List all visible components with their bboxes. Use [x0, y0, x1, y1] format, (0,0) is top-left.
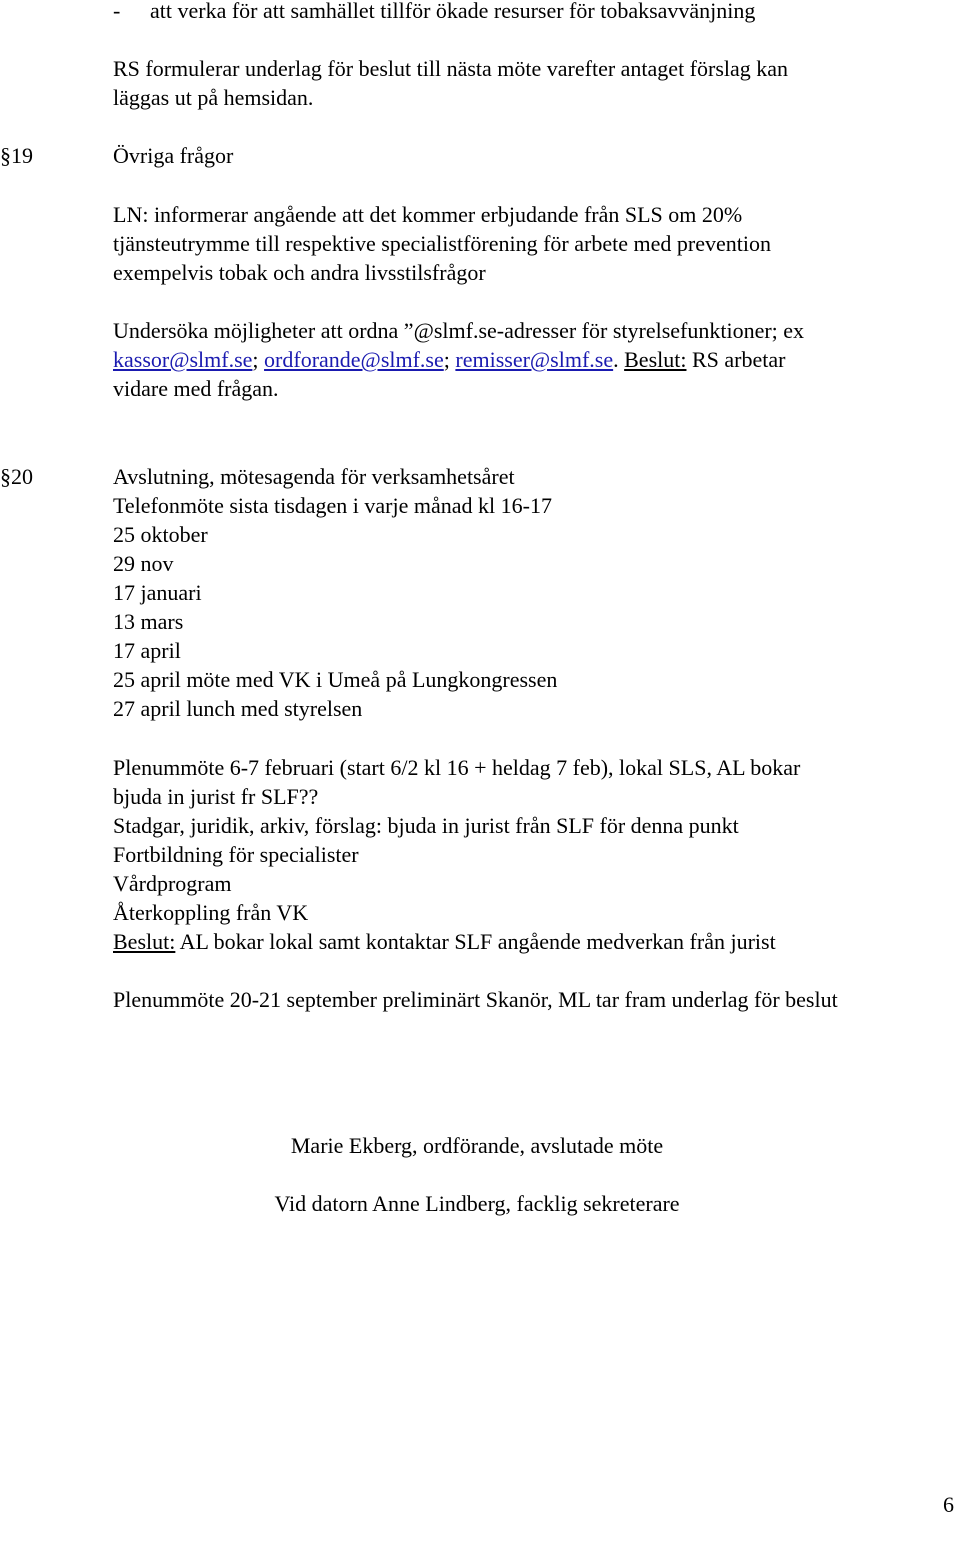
page-number: 6: [943, 1492, 954, 1517]
bullet-text: att verka för att samhället tillför ökade resurser för tobaksavvänjning: [150, 0, 756, 23]
plenum-line-6: Återkoppling från VK: [113, 900, 309, 925]
plenum-september: Plenummöte 20-21 september preliminärt Skanör, ML tar fram underlag för beslut: [113, 987, 838, 1012]
section-20-number: §20: [0, 464, 33, 489]
beslut-text-20: AL bokar lokal samt kontaktar SLF angående medverkan från jurist: [175, 929, 776, 954]
agenda-line-4: 29 nov: [113, 551, 174, 576]
undersoka-line-3: vidare med frågan.: [113, 376, 279, 401]
agenda-line-9: 27 april lunch med styrelsen: [113, 696, 363, 721]
plenum-line-4: Fortbildning för specialister: [113, 842, 359, 867]
rs-text-line2: läggas ut på hemsidan.: [113, 85, 314, 110]
agenda-line-2: Telefonmöte sista tisdagen i varje månad kl 16-17: [113, 493, 552, 518]
email-link-kassor[interactable]: kassor@slmf.se: [113, 347, 253, 372]
sep-1: ;: [252, 347, 265, 372]
section-19-title: Övriga frågor: [113, 143, 234, 168]
agenda-line-3: 25 oktober: [113, 522, 208, 547]
sep-2: ;: [443, 347, 456, 372]
ln-line-2: tjänsteutrymme till respektive specialistförening för arbete med prevention: [113, 231, 771, 256]
ln-line-3: exempelvis tobak och andra livsstilsfrågor: [113, 260, 486, 285]
undersoka-line-2: [113, 345, 785, 374]
ln-line-1: LN: informerar angående att det kommer erbjudande från SLS om 20%: [113, 202, 743, 227]
rs-text-line1: RS formulerar underlag för beslut till nästa möte varefter antaget förslag kan: [113, 56, 789, 81]
closing-line-1: Marie Ekberg, ordförande, avslutade möte: [290, 1133, 664, 1158]
plenum-line-2: bjuda in jurist fr SLF??: [113, 784, 319, 809]
beslut-label-19: Beslut:: [624, 347, 687, 372]
agenda-line-8: 25 april möte med VK i Umeå på Lungkongressen: [113, 667, 558, 692]
section-19-number: §19: [0, 143, 33, 168]
email-link-remisser[interactable]: remisser@slmf.se: [455, 347, 614, 372]
beslut-label-20: Beslut:: [113, 929, 176, 954]
agenda-line-6: 13 mars: [113, 609, 184, 634]
agenda-line-1: Avslutning, mötesagenda för verksamhetsåret: [113, 464, 515, 489]
plenum-line-5: Vårdprogram: [113, 871, 232, 896]
plenum-line-3: Stadgar, juridik, arkiv, förslag: bjuda in jurist från SLF för denna punkt: [113, 813, 739, 838]
closing-line-2: Vid datorn Anne Lindberg, facklig sekreterare: [274, 1191, 680, 1216]
email-link-ordforande[interactable]: ordforande@slmf.se: [264, 347, 444, 372]
bullet-dash: -: [113, 0, 121, 23]
agenda-line-5: 17 januari: [113, 580, 202, 605]
agenda-line-7: 17 april: [113, 638, 181, 663]
beslut-text-19: RS arbetar: [686, 347, 786, 372]
after-links: .: [613, 347, 625, 372]
plenum-line-1: Plenummöte 6-7 februari (start 6/2 kl 16 + heldag 7 feb), lokal SLS, AL bokar: [113, 755, 801, 780]
beslut-line-20: [113, 927, 776, 956]
undersoka-line-1: Undersöka möjligheter att ordna ”@slmf.se-adresser för styrelsefunktioner; ex: [113, 318, 805, 343]
